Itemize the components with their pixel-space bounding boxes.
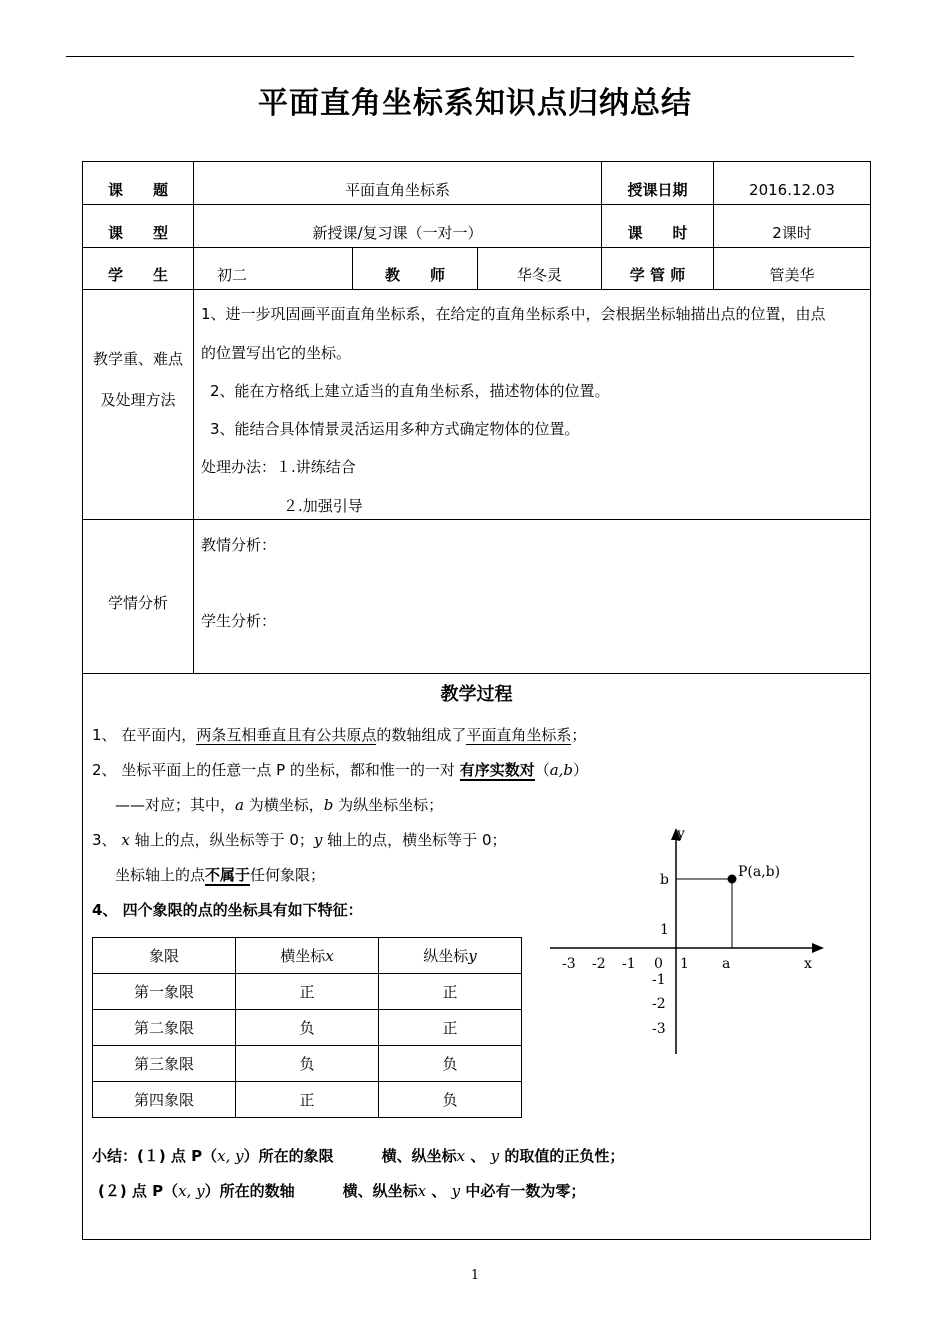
table-cell: 正 [379,1010,522,1046]
coordinate-graph [546,822,836,1062]
date-value: 2016.12.03 [749,181,835,199]
topic-value: 平面直角坐标系 [344,181,450,199]
table-cell: 负 [236,1010,379,1046]
point-3-cont-text: 坐标轴上的点 [115,866,206,884]
page-number: 1 [470,1268,480,1283]
summary-1 [92,1147,624,1165]
point-1 [92,726,586,744]
point-p-label: P(a,b) [738,864,781,880]
summary-1-var-x: x [456,1147,466,1165]
table-row [93,1046,522,1082]
manager-value: 管美华 [769,266,815,284]
point-2-term: 有序实数对 [459,761,535,779]
header-text: 纵坐标 [423,947,469,965]
point-2-paren-close: ） [573,761,589,779]
row-divider [82,204,871,205]
summary-2-sep: 、 [431,1182,447,1200]
a-label: a [722,956,731,972]
row-divider [82,519,871,520]
point-2-paren: （ [534,761,550,779]
y-tick-neg-1: -1 [652,972,666,988]
point-1-end: ； [571,726,587,744]
summary-2-var-y: y [451,1182,461,1200]
point-2-vars: a,b [549,761,574,779]
summary-2 [98,1182,585,1200]
point-3-cont-text-2: 任何象限； [250,866,326,884]
summary-1-text-3: 横、纵坐标 [381,1147,457,1165]
point-p [728,875,737,884]
x-axis-label: x [804,956,812,972]
x-tick-neg-2: -2 [592,956,606,972]
focus-line-5: 处理办法：１.讲练结合 [201,458,356,476]
teaching-analysis: 教情分析： [201,536,277,554]
table-cell: 负 [236,1046,379,1082]
manager-label: 学 管 师 [629,266,686,284]
point-2-cont-text-3: 为纵坐标坐标； [338,796,444,814]
point-3-num: 3、 [92,831,117,849]
summary-1-text-2: ）所在的象限 [243,1147,334,1165]
header-text: 象限 [148,947,179,965]
hours-label: 课 时 [627,224,688,242]
header-var-y: y [468,947,477,965]
point-1-text-2: 的数轴组成了 [376,726,467,744]
analysis-label: 学情分析 [107,594,168,612]
table-row [93,1082,522,1118]
table-row [93,974,522,1010]
b-label: b [660,872,669,888]
table-cell: 正 [236,1082,379,1118]
x-axis-arrow [812,943,824,953]
table-header-cell [93,938,236,974]
focus-line-6: ２.加强引导 [283,497,363,515]
hours-value: 2课时 [772,224,812,242]
process-heading: 教学过程 [440,684,513,705]
point-3-cont [115,866,325,884]
summary-1-sep: 、 [470,1147,486,1165]
point-1-text: 1、 在平面内， [92,726,197,744]
type-label: 课 型 [107,224,168,242]
var-a: a [235,796,244,814]
y-axis-label: y [677,826,685,842]
point-4: 4、 四个象限的点的坐标具有如下特征： [92,901,363,919]
summary-1-text: 小结：(１) 点 P（ [92,1147,218,1165]
point-3 [92,831,507,849]
table-cell: 第二象限 [93,1010,236,1046]
point-2 [92,761,588,779]
row-divider [82,289,871,290]
point-2-cont [115,796,443,814]
table-header-row [93,938,522,974]
point-1-underline-b: 有公共原点 [301,726,377,744]
point-3-term: 不属于 [205,866,251,884]
header-text: 横坐标 [280,947,326,965]
table-cell: 第三象限 [93,1046,236,1082]
summary-1-text-4: 的取值的正负性； [504,1147,625,1165]
y-tick-neg-3: -3 [652,1021,666,1037]
student-analysis: 学生分析： [201,612,277,630]
row-divider [82,673,871,674]
table-cell: 负 [379,1082,522,1118]
table-header-cell [236,938,379,974]
table-cell: 正 [236,974,379,1010]
header-var-x: x [325,947,334,965]
x-tick-1: 1 [680,956,689,972]
var-b: b [323,796,334,814]
point-1-underline-a: 两条互相垂直且 [196,726,302,744]
focus-label-1: 教学重、难点 [92,350,183,368]
y-tick-1: 1 [660,922,669,938]
summary-2-vars: x, y [178,1182,205,1200]
table-cell: 负 [379,1046,522,1082]
point-2-text: 2、 坐标平面上的任意一点 P 的坐标，都和惟一的一对 [92,761,455,779]
date-label: 授课日期 [627,181,688,199]
origin-label: 0 [654,956,663,972]
summary-1-vars: x, y [217,1147,244,1165]
var-x: x [121,831,130,849]
table-cell: 第四象限 [93,1082,236,1118]
point-3-text-2: 轴上的点，横坐标等于 0； [327,831,507,849]
x-tick-neg-1: -1 [622,956,636,972]
summary-1-var-y: y [490,1147,500,1165]
table-cell: 第一象限 [93,974,236,1010]
focus-label-2: 及处理方法 [100,391,176,409]
student-value: 初二 [217,266,248,284]
topic-label: 课 题 [107,181,168,199]
y-tick-neg-2: -2 [652,996,666,1012]
summary-2-text-2: ）所在的数轴 [204,1182,295,1200]
point-3-text: 轴上的点，纵坐标等于 0； [134,831,314,849]
point-2-cont-text-2: 为横坐标， [248,796,324,814]
table-header-cell [379,938,522,974]
teacher-value: 华冬灵 [516,266,562,284]
var-y: y [313,831,323,849]
focus-line-1: 1、进一步巩固画平面直角坐标系，在给定的直角坐标系中，会根据坐标轴描出点的位置，由点 [201,305,826,323]
x-tick-neg-3: -3 [562,956,576,972]
table-row [93,1010,522,1046]
page-title: 平面直角坐标系知识点归纳总结 [258,86,692,121]
point-1-underline-c: 平面直角坐标系 [466,726,572,744]
summary-2-text-4: 中必有一数为零； [465,1182,586,1200]
quadrant-table [92,937,522,1118]
teacher-label: 教 师 [384,266,445,284]
focus-line-2: 的位置写出它的坐标。 [201,344,352,362]
summary-2-var-x: x [417,1182,427,1200]
focus-line-4: 3、能结合具体情景灵活运用多种方式确定物体的位置。 [210,420,580,438]
type-value: 新授课/复习课（一对一） [312,224,483,242]
summary-2-text: (２) 点 P（ [98,1182,179,1200]
header-rule [66,56,854,57]
focus-line-3: 2、能在方格纸上建立适当的直角坐标系，描述物体的位置。 [210,382,610,400]
student-label: 学 生 [107,266,168,284]
table-cell: 正 [379,974,522,1010]
point-2-cont-text: ——对应；其中， [115,796,236,814]
summary-2-text-3: 横、纵坐标 [342,1182,418,1200]
